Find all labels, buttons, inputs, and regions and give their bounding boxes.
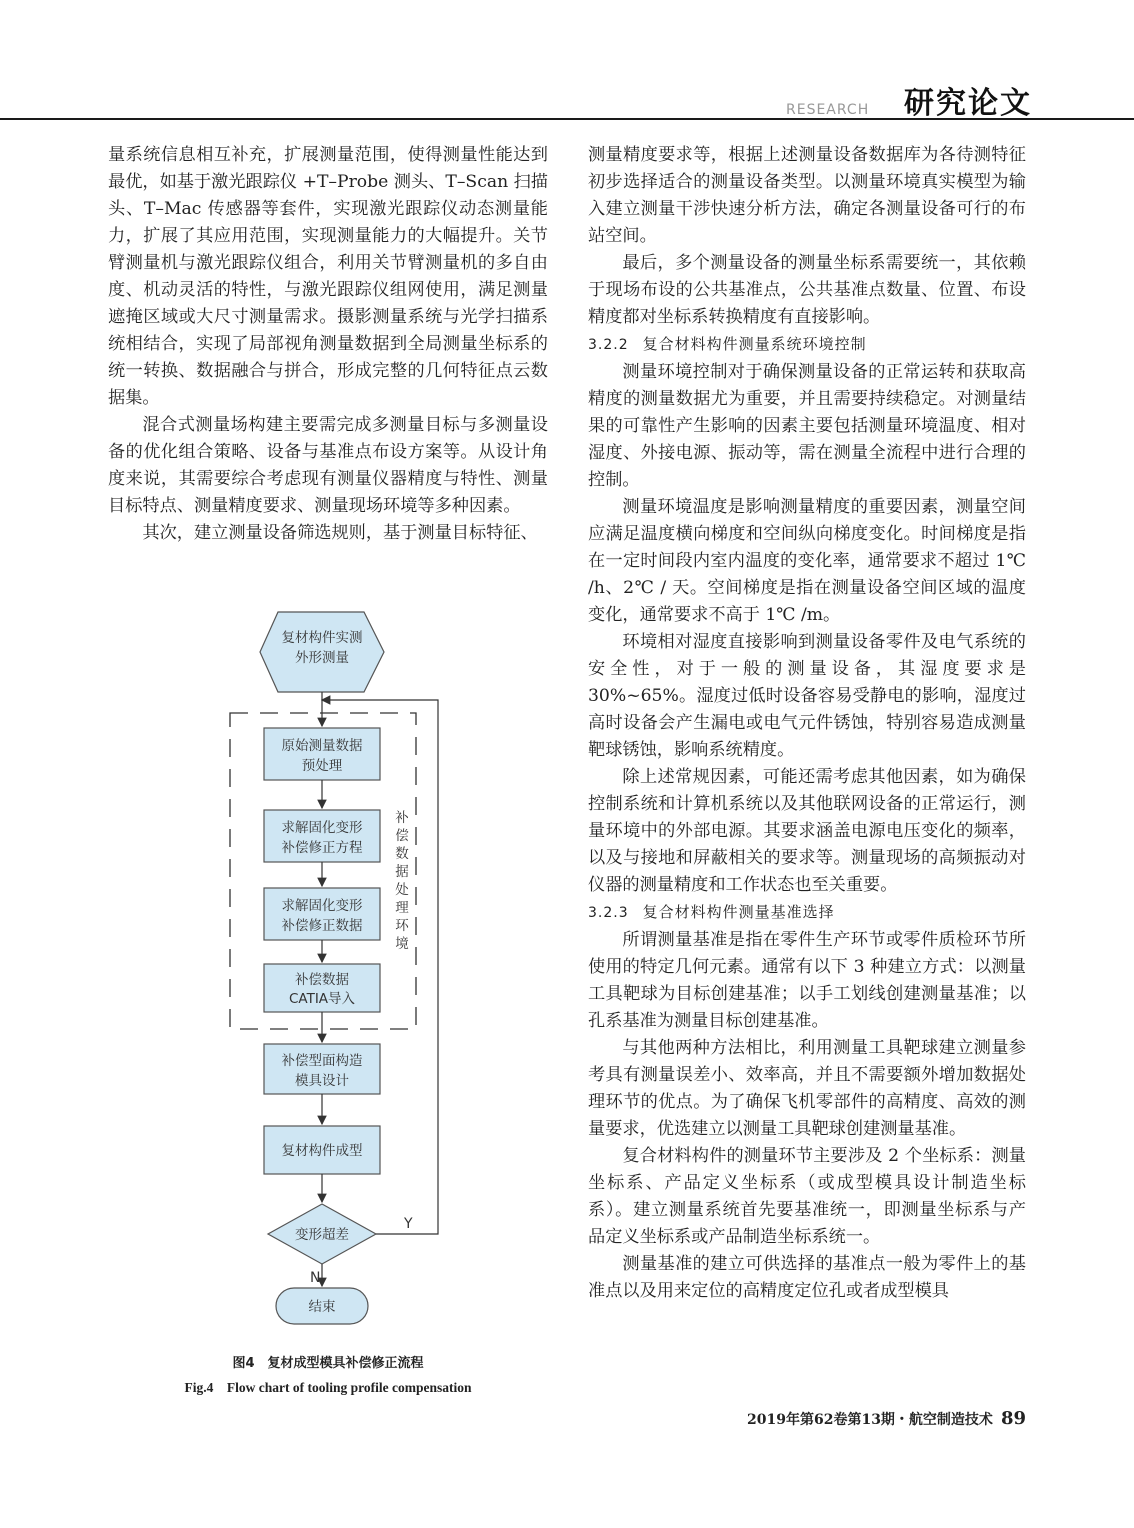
page-number: 89 — [1000, 1408, 1026, 1429]
flow-step-catia-line2: CATIA导入 — [288, 991, 356, 1007]
flow-step-forming-label: 复材构件成型 — [281, 1143, 363, 1159]
header-section-title: 研究论文 — [904, 86, 1032, 121]
flow-step-equation-line1: 求解固化变形 — [281, 820, 363, 836]
paragraph: 所谓测量基准是指在零件生产环节或零件质检环节所使用的特定几何元素。通常有以下 3 种建立方式：以测量工具靶球为目标创建基准；以手工划线创建测量基准；以孔系基准为测量目标创建基准。 — [588, 930, 1026, 1031]
flow-step-data-line1: 求解固化变形 — [281, 898, 363, 914]
paragraph: 最后，多个测量设备的测量坐标系需要统一，其依赖于现场布设的公共基准点，公共基准点数量、位置、布设精度都对坐标系转换精度有直接影响。 — [588, 253, 1026, 327]
flow-step-equation-line2: 补偿修正方程 — [281, 840, 363, 856]
paragraph: 与其他两种方法相比，利用测量工具靶球建立测量参考具有测量误差小、效率高，并且不需要额外增加数据处理环节的优点。为了确保飞机零部件的高精度、高效的测量要求，优选建立以测量工具靶球创建测量基准。 — [588, 1038, 1026, 1139]
flow-no-label: N — [310, 1270, 321, 1286]
flow-step-mold-design-line1: 补偿型面构造 — [281, 1053, 363, 1069]
flow-step-preprocess-line2: 预处理 — [301, 758, 343, 774]
paragraph: 测量精度要求等，根据上述测量设备数据库为各待测特征初步选择适合的测量设备类型。以测量环境真实模型为输入建立测量干涉快速分析方法，确定各测量设备可行的布站空间。 — [588, 145, 1026, 246]
side-label-char: 环 — [395, 918, 409, 934]
flow-step-preprocess-line1: 原始测量数据 — [281, 738, 363, 754]
paragraph: 混合式测量场构建主要需完成多测量目标与多测量设备的优化组合策略、设备与基准点布设方案等。从设计角度来说，其需要综合考虑现有测量仪器精度与特性、测量目标特点、测量精度要求、测量现场环境等多种因素。 — [108, 415, 548, 516]
left-column — [108, 142, 548, 547]
subsection-number: 3.2.3 — [588, 905, 629, 921]
journal-issue: 2019年第62卷第13期・航空制造技术 — [747, 1412, 993, 1428]
header-section-en: RESEARCH — [786, 102, 870, 118]
subsection-title: 复合材料构件测量基准选择 — [642, 903, 835, 921]
paragraph: 其次，建立测量设备筛选规则，基于测量目标特征、 — [142, 523, 538, 543]
side-label-char: 据 — [395, 864, 409, 880]
flow-start-line1: 复材构件实测 — [281, 630, 363, 646]
side-label-char: 境 — [395, 936, 409, 952]
figure-caption-cn: 图4 复材成型模具补偿修正流程 — [232, 1356, 424, 1371]
flow-step-data-line2: 补偿修正数据 — [281, 918, 363, 934]
side-label — [395, 810, 409, 952]
flow-step-mold-design-line2: 模具设计 — [295, 1073, 349, 1089]
flow-step-catia-line1: 补偿数据 — [295, 972, 349, 988]
flow-end-label: 结束 — [308, 1299, 336, 1315]
subsection-number: 3.2.2 — [588, 337, 629, 353]
paragraph: 除上述常规因素，可能还需考虑其他因素，如为确保控制系统和计算机系统以及其他联网设备的正常运行，测量环境中的外部电源。其要求涵盖电源电压变化的频率，以及与接地和屏蔽相关的要求等。测量现场的高频振动对仪器的测量精度和工作状态也至关重要。 — [588, 767, 1026, 895]
paragraph: 量系统信息相互补充，扩展测量范围，使得测量性能达到最优，如基于激光跟踪仪 +T–Probe 测头、T–Scan 扫描头、T–Mac 传感器等套件，实现激光跟踪仪动态测量能力，扩展了其应用范围，实现测量能力的大幅提升。关节臂测量机与激光跟踪仪组合，利用关节臂测量机的多自由度、机动灵活的特性，与激光跟踪仪组网使用，满足测量遮掩区域或大尺寸测量需求。摄影测量系统与光学扫描系统相结合，实现了局部视角测量数据到全局测量坐标系的统一转换、数据融合与拼合，形成完整的几何特征点云数据集。 — [108, 145, 548, 408]
flowchart — [180, 596, 470, 1336]
paragraph: 测量环境温度是影响测量精度的重要因素，测量空间应满足温度横向梯度和空间纵向梯度变化。时间梯度是指在一定时间段内室内温度的变化率，通常要求不超过 1℃ /h、2℃ / 天。空间梯度是指在测量设备空间区域的温度变化，通常要求不高于 1℃ /m。 — [588, 497, 1026, 625]
right-column — [588, 142, 1026, 1305]
subsection-heading — [588, 899, 1026, 927]
side-label-char: 理 — [395, 900, 409, 916]
paragraph: 测量基准的建立可供选择的基准点一般为零件上的基准点以及用来定位的高精度定位孔或者成型模具 — [588, 1254, 1026, 1301]
flow-yes-label: Y — [404, 1216, 413, 1232]
side-label-char: 偿 — [395, 828, 409, 844]
subsection-heading — [588, 331, 1026, 359]
flow-start-line2: 外形测量 — [295, 650, 349, 666]
subsection-title: 复合材料构件测量系统环境控制 — [642, 335, 867, 353]
side-label-char: 处 — [395, 882, 409, 898]
side-label-char: 补 — [395, 810, 409, 826]
paragraph: 测量环境控制对于确保测量设备的正常运转和获取高精度的测量数据尤为重要，并且需要持续稳定。对测量结果的可靠性产生影响的因素主要包括测量环境温度、相对湿度、外接电源、振动等，需在测量全流程中进行合理的控制。 — [588, 362, 1026, 490]
page-footer — [700, 1408, 1026, 1429]
flow-decision-label: 变形超差 — [295, 1227, 349, 1243]
paragraph: 环境相对湿度直接影响到测量设备零件及电气系统的安全性，对于一般的测量设备，其湿度要求是30%~65%。湿度过低时设备容易受静电的影响，湿度过高时设备会产生漏电或电气元件锈蚀，特别容易造成测量靶球锈蚀，影响系统精度。 — [588, 632, 1026, 760]
paragraph: 复合材料构件的测量环节主要涉及 2 个坐标系：测量坐标系、产品定义坐标系（或成型模具设计制造坐标系）。建立测量系统首先要基准统一，即测量坐标系与产品定义坐标系或产品制造坐标系统一。 — [588, 1146, 1026, 1247]
side-label-char: 数 — [395, 846, 409, 862]
figure-caption-en: Fig.4 Flow chart of tooling profile compensation — [184, 1380, 472, 1395]
